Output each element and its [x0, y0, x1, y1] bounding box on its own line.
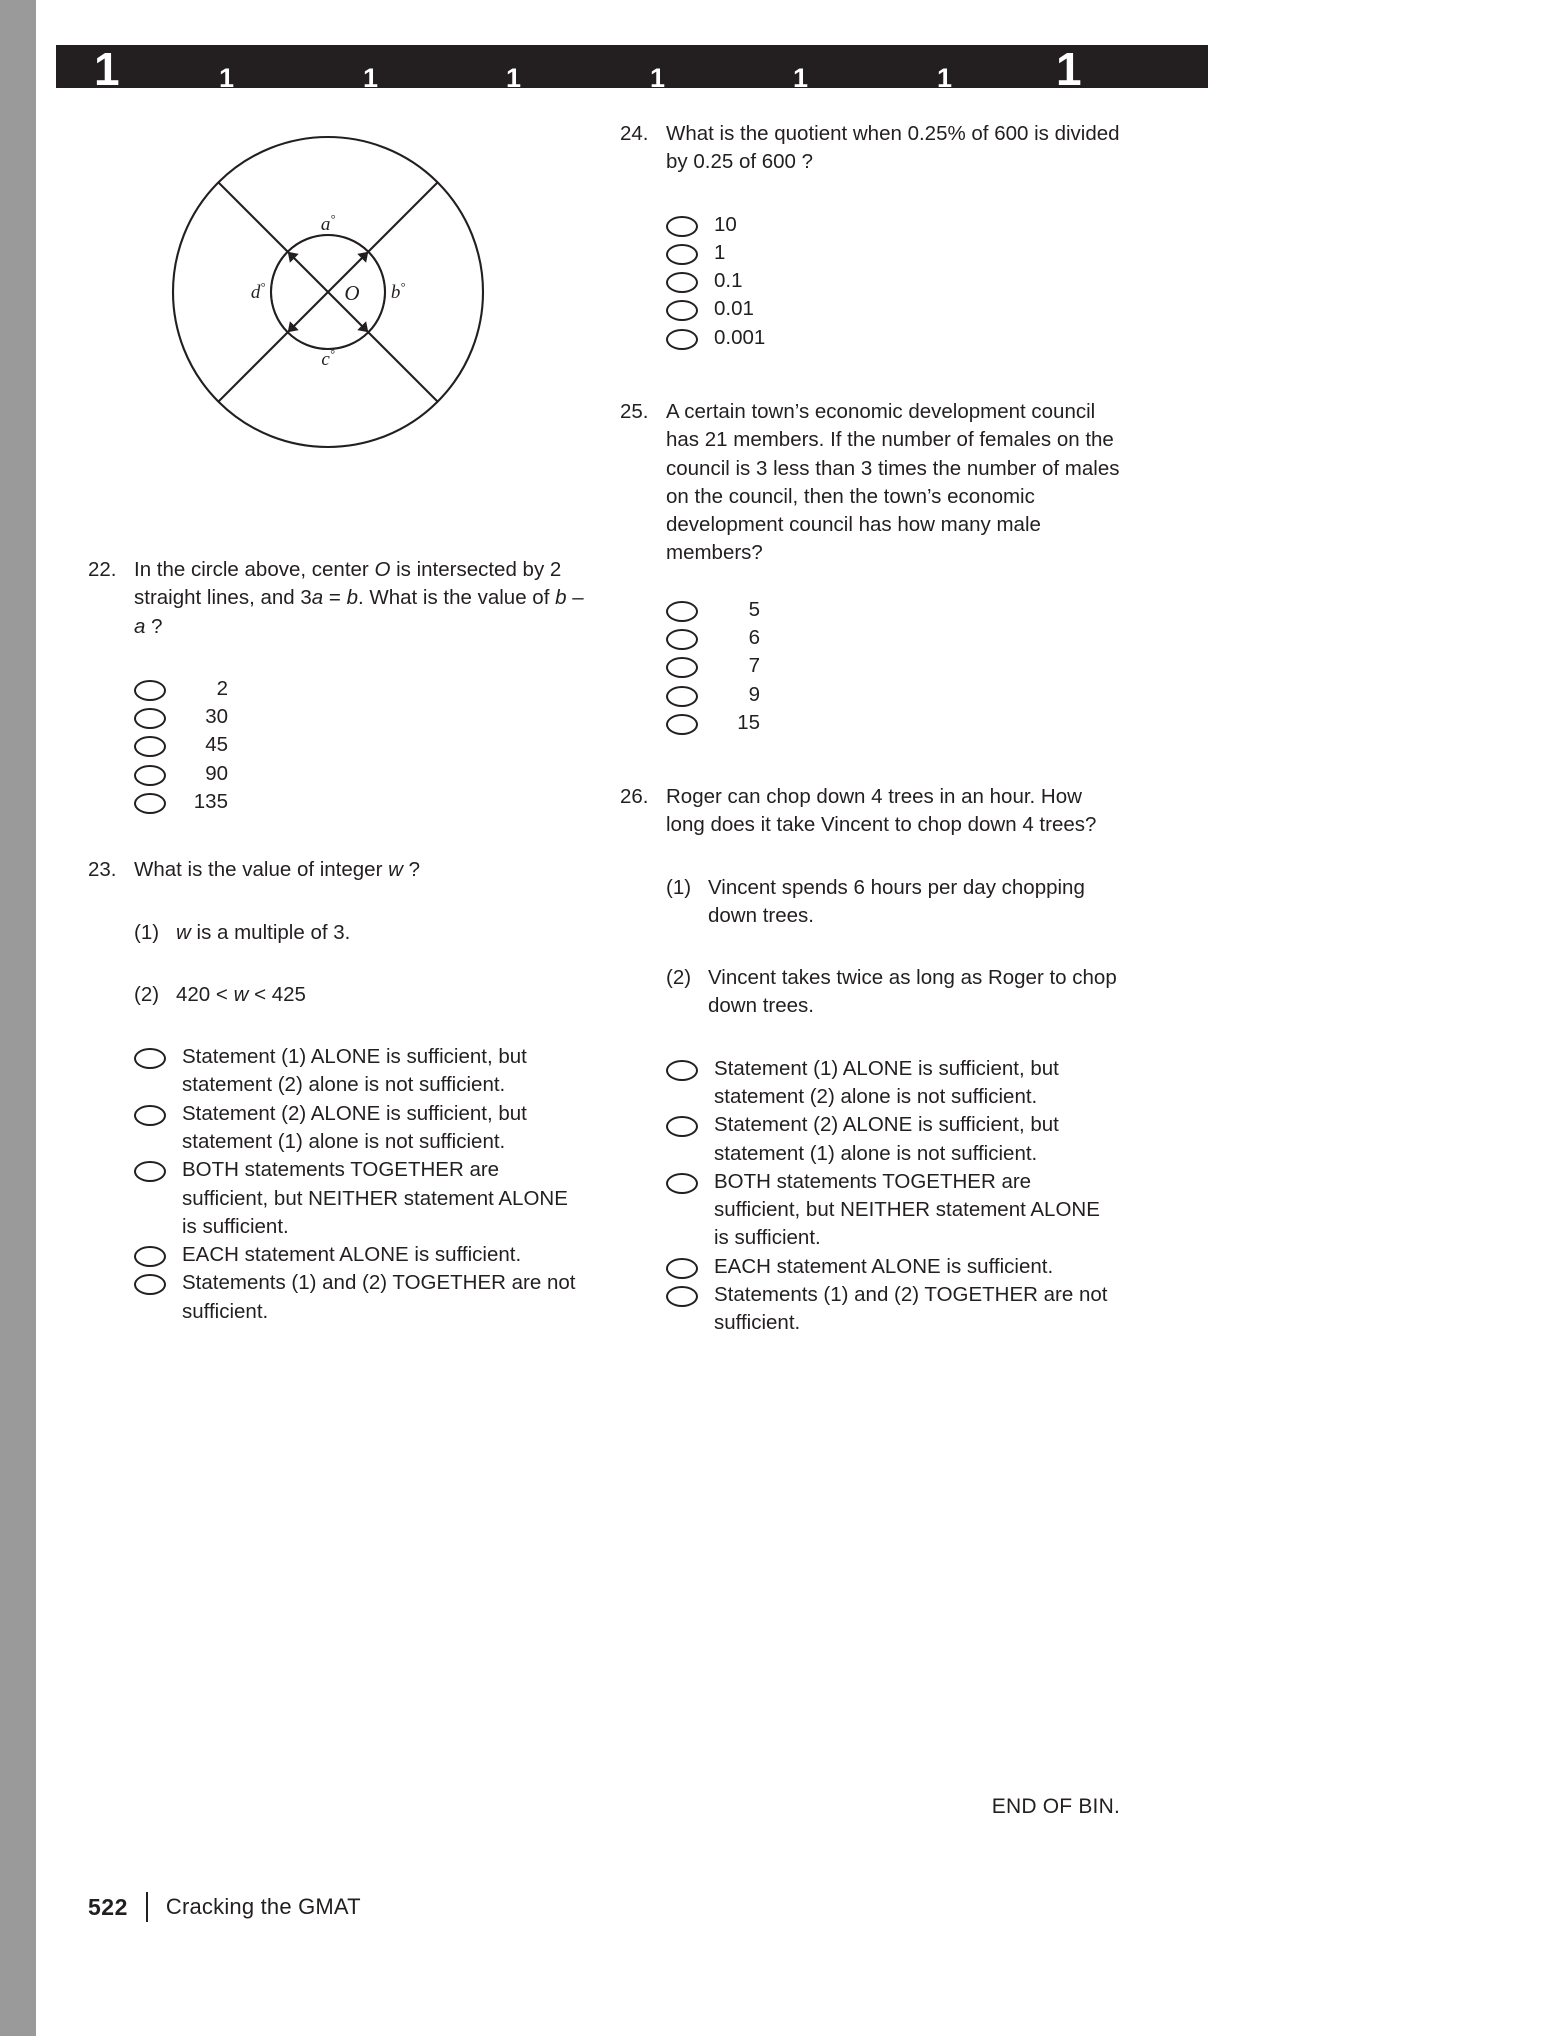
answer-bubble-icon[interactable] — [134, 736, 166, 757]
var-O: O — [374, 558, 391, 581]
answer-choice[interactable] — [666, 681, 1120, 709]
answer-bubble-icon[interactable] — [134, 708, 166, 729]
answer-choice[interactable] — [134, 1241, 588, 1269]
page-gutter-inner-margin — [36, 0, 56, 2036]
label-a-text: a — [320, 214, 331, 235]
answer-choice[interactable] — [666, 1253, 1120, 1281]
spacer — [620, 840, 1120, 874]
answer-choice-label: 9 — [748, 682, 760, 706]
spacer — [88, 816, 588, 856]
var-a: a — [311, 586, 324, 610]
answer-bubble-icon[interactable] — [666, 272, 698, 293]
answer-bubble-icon[interactable] — [134, 1246, 166, 1267]
answer-choice-label: EACH statement ALONE is sufficient. — [714, 1254, 1054, 1278]
answer-choice-label: Statements (1) and (2) TOGETHER are not sufficient. — [714, 1283, 1108, 1335]
spacer — [88, 641, 588, 675]
answer-bubble-icon[interactable] — [666, 629, 698, 650]
statement-1-text: w is a multiple of 3. — [176, 920, 351, 944]
question-26 — [620, 783, 1120, 840]
var-w-s1: w — [176, 920, 191, 944]
question-26-choices — [666, 1055, 1120, 1338]
answer-choice-label: 90 — [205, 761, 228, 785]
answer-bubble-icon[interactable] — [134, 793, 166, 814]
question-26-statement-1 — [666, 874, 1120, 931]
statement-2-label: (2) — [134, 982, 160, 1006]
answer-choice-label: 30 — [205, 705, 228, 729]
question-23-statement-1 — [134, 919, 588, 947]
var-a2: a — [134, 614, 146, 638]
answer-choice-label: 0.01 — [714, 297, 754, 321]
answer-choice-label: BOTH statements TOGETHER are sufficient, but NEITHER statement ALONE is sufficient. — [182, 1158, 568, 1238]
answer-choice-label: Statement (1) ALONE is sufficient, but statement (2) alone is not sufficient. — [182, 1045, 527, 1097]
question-23-statement-2 — [134, 981, 588, 1009]
question-23-text: What is the value of integer w ? — [134, 858, 421, 882]
page-footer — [88, 1890, 361, 1924]
label-c-text: c — [321, 349, 330, 370]
spacer — [88, 885, 588, 919]
answer-choice[interactable] — [134, 1043, 588, 1100]
running-head-numeral: 1 — [1056, 43, 1082, 95]
label-c-degree-symbol: ° — [329, 347, 335, 361]
answer-bubble-icon[interactable] — [666, 686, 698, 707]
arc-angle-d — [271, 252, 288, 333]
label-b-degree-symbol: ° — [400, 280, 406, 294]
answer-choice[interactable] — [666, 1168, 1120, 1253]
answer-choice[interactable] — [666, 1281, 1120, 1338]
answer-bubble-icon[interactable] — [134, 1274, 166, 1295]
running-head-bar — [56, 43, 1208, 95]
answer-choice-label: Statement (2) ALONE is sufficient, but statement (1) alone is not sufficient. — [182, 1101, 527, 1153]
answer-bubble-icon[interactable] — [666, 714, 698, 735]
answer-bubble-icon[interactable] — [666, 657, 698, 678]
question-25 — [620, 398, 1120, 568]
answer-bubble-icon[interactable] — [134, 1161, 166, 1182]
label-a-degree-symbol: ° — [330, 212, 336, 226]
label-b-text: b — [390, 282, 401, 303]
arc-angle-a — [288, 235, 369, 252]
answer-choice-label: 2 — [216, 676, 228, 700]
statement-2-text: 420 < w < 425 — [176, 982, 306, 1006]
answer-bubble-icon[interactable] — [666, 1060, 698, 1081]
label-d-text: d — [250, 282, 261, 303]
running-head-numeral: 1 — [94, 43, 120, 95]
answer-choice[interactable] — [666, 267, 1120, 295]
arc-angle-b — [368, 252, 385, 333]
spacer — [620, 737, 1120, 783]
answer-choice[interactable] — [666, 324, 1120, 352]
answer-bubble-icon[interactable] — [666, 1173, 698, 1194]
statement-2-label: (2) — [666, 966, 692, 990]
question-22 — [88, 556, 588, 641]
question-23 — [88, 856, 588, 884]
answer-choice-label: 0.001 — [714, 325, 766, 349]
answer-choice[interactable] — [666, 1055, 1120, 1112]
answer-bubble-icon[interactable] — [666, 601, 698, 622]
question-23-number: 23. — [88, 858, 117, 882]
statement-1-text: Vincent spends 6 hours per day chopping down trees. — [708, 875, 1085, 927]
statement-1-label: (1) — [666, 875, 692, 899]
running-head-numeral: 1 — [363, 63, 379, 93]
answer-choice[interactable] — [666, 709, 1120, 737]
footer-book-title: Cracking the GMAT — [165, 1894, 361, 1919]
answer-bubble-icon[interactable] — [666, 300, 698, 321]
answer-choice-label: EACH statement ALONE is sufficient. — [182, 1243, 522, 1267]
var-w-s2: w — [233, 982, 249, 1006]
label-center-O: O — [344, 281, 360, 305]
var-b2: b — [555, 586, 567, 610]
answer-choice-label: Statements (1) and (2) TOGETHER are not sufficient. — [182, 1271, 576, 1323]
answer-choice-label: 0.1 — [714, 269, 743, 293]
spacer — [620, 352, 1120, 398]
answer-choice[interactable] — [666, 596, 1120, 624]
footer-divider — [146, 1892, 148, 1922]
answer-choice-label: Statement (1) ALONE is sufficient, but statement (2) alone is not sufficient. — [714, 1056, 1059, 1109]
label-d-degree-symbol: ° — [260, 280, 266, 294]
spacer — [620, 177, 1120, 211]
answer-choice[interactable] — [134, 1156, 588, 1241]
answer-choice[interactable] — [666, 211, 1120, 239]
answer-choice[interactable] — [134, 731, 588, 759]
end-of-bin-note: END OF BIN. — [991, 1795, 1120, 1818]
running-head-numeral: 1 — [937, 63, 953, 93]
running-head-numeral: 1 — [793, 63, 809, 93]
question-25-number: 25. — [620, 399, 649, 423]
answer-choice[interactable] — [134, 760, 588, 788]
spacer — [88, 1009, 588, 1043]
answer-choice[interactable] — [666, 295, 1120, 323]
label-b-degrees — [391, 280, 406, 303]
label-c-degrees — [321, 347, 334, 370]
question-26-text: Roger can chop down 4 trees in an hour. How long does it take Vincent to chop down 4 trees? — [666, 785, 1097, 837]
running-head-numeral: 1 — [506, 63, 522, 93]
question-24-choices — [666, 211, 1120, 352]
answer-bubble-icon[interactable] — [666, 1286, 698, 1307]
answer-bubble-icon[interactable] — [134, 1105, 166, 1126]
answer-choice[interactable] — [666, 624, 1120, 652]
answer-choice[interactable] — [666, 652, 1120, 680]
answer-choice[interactable] — [666, 1111, 1120, 1168]
question-23-choices — [134, 1043, 588, 1326]
left-column — [88, 120, 588, 1326]
arc-angle-c — [288, 332, 369, 349]
answer-choice[interactable] — [666, 239, 1120, 267]
label-d-degrees — [251, 280, 266, 303]
question-25-text: A certain town’s economic development council has 21 members. If the number of females on the council is 3 less than 3 times the number of males on the council, then the town’s economic development council has how many male members? — [666, 399, 1120, 565]
answer-choice-label: 5 — [748, 597, 760, 621]
answer-bubble-icon[interactable] — [134, 765, 166, 786]
answer-bubble-icon[interactable] — [666, 1258, 698, 1279]
answer-bubble-icon[interactable] — [134, 1048, 166, 1069]
answer-choice-label: Statement (2) ALONE is sufficient, but statement (1) alone is not sufficient. — [714, 1113, 1059, 1165]
answer-choice[interactable] — [134, 788, 588, 816]
answer-choice[interactable] — [134, 1269, 588, 1326]
statement-1-label: (1) — [134, 920, 160, 944]
spacer — [620, 930, 1120, 964]
answer-bubble-icon[interactable] — [666, 244, 698, 265]
answer-bubble-icon[interactable] — [134, 680, 166, 701]
question-22-choices — [134, 675, 588, 816]
answer-bubble-icon[interactable] — [666, 216, 698, 237]
running-head-numeral: 1 — [650, 63, 666, 93]
right-column — [620, 120, 1120, 1338]
label-a-degrees — [321, 212, 336, 235]
answer-bubble-icon[interactable] — [666, 1116, 698, 1137]
answer-choice[interactable] — [134, 1100, 588, 1157]
spacer — [620, 568, 1120, 596]
question-26-number: 26. — [620, 785, 649, 809]
answer-bubble-icon[interactable] — [666, 329, 698, 350]
question-26-statement-2 — [666, 964, 1120, 1021]
statement-2-text: Vincent takes twice as long as Roger to chop down trees. — [708, 966, 1117, 1018]
answer-choice[interactable] — [134, 703, 588, 731]
question-22-number: 22. — [88, 558, 117, 581]
answer-choice-label: 7 — [748, 654, 760, 678]
answer-choice-label: 45 — [205, 733, 228, 757]
answer-choice-label: 1 — [714, 240, 726, 264]
var-b: b — [346, 586, 358, 610]
spacer — [88, 947, 588, 981]
question-24-text: What is the quotient when 0.25% of 600 is divided by 0.25 of 600 ? — [666, 122, 1120, 174]
question-24-number: 24. — [620, 122, 649, 145]
question-24 — [620, 120, 1120, 177]
answer-choice-label: 10 — [714, 212, 737, 236]
answer-choice-label: 15 — [737, 710, 760, 734]
spacer — [620, 1021, 1120, 1055]
answer-choice[interactable] — [134, 675, 588, 703]
question-25-choices — [666, 596, 1120, 737]
var-w: w — [388, 858, 403, 882]
page-gutter-shadow — [0, 0, 36, 2036]
answer-choice-label: BOTH statements TOGETHER are sufficient, but NEITHER statement ALONE is sufficient. — [714, 1169, 1100, 1250]
answer-choice-label: 6 — [748, 625, 760, 649]
footer-page-number: 522 — [88, 1893, 128, 1920]
question-22-text: In the circle above, center O is intersected by 2 straight lines, and 3a = b. What is the value of b – a ? — [134, 558, 584, 638]
spacer — [88, 510, 588, 556]
running-head-numeral: 1 — [219, 63, 235, 93]
circle-figure — [88, 120, 588, 510]
answer-choice-label: 135 — [193, 789, 228, 813]
